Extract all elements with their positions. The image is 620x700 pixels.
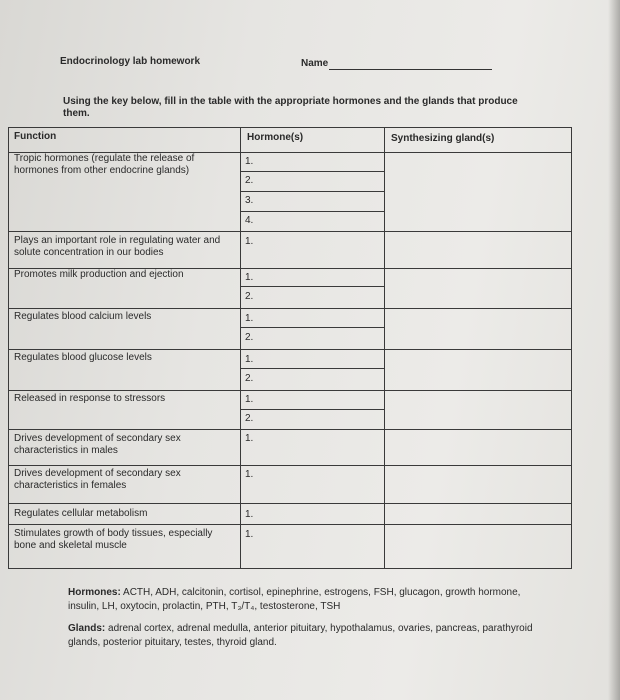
instructions: Using the key below, fill in the table with the appropriate hormones and the glands that produce them. (63, 96, 518, 119)
hormone-number: 1. (245, 272, 254, 283)
glands-key-label: Glands: (68, 623, 106, 634)
function-calcium: Regulates blood calcium levels (14, 311, 152, 322)
hormone-number: 3. (245, 195, 254, 206)
header-function: Function (14, 131, 57, 142)
hormone-number: 1. (245, 529, 254, 540)
row-line (9, 390, 571, 391)
hormone-number: 4. (245, 215, 254, 226)
function-metabolism: Regulates cellular metabolism (14, 508, 148, 519)
sub-row-line (240, 171, 385, 172)
glands-key (68, 622, 538, 650)
row-line (9, 503, 571, 504)
hormone-number: 2. (245, 291, 254, 302)
function-growth: Stimulates growth of body tissues, especially bone and skeletal muscle (14, 528, 213, 551)
hormones-key-list: ACTH, ADH, calcitonin, cortisol, epinephrine, estrogens, FSH, glucagon, growth hormone, insulin, LH, oxytocin, prolactin, PTH, T₃/T₄, testosterone, TSH (68, 587, 521, 612)
hormone-number: 1. (245, 313, 254, 324)
sub-row-line (240, 286, 385, 287)
hormone-number: 1. (245, 469, 254, 480)
function-male-sex: Drives development of secondary sex characteristics in males (14, 433, 181, 456)
function-tropic: Tropic hormones (regulate the release of hormones from other endocrine glands) (14, 153, 195, 176)
hormone-number: 1. (245, 394, 254, 405)
row-line (9, 349, 571, 350)
col-divider-1 (240, 128, 241, 568)
hormone-number: 1. (245, 433, 254, 444)
header-glands: Synthesizing gland(s) (391, 133, 495, 144)
row-line (9, 429, 571, 430)
page-edge-shadow (608, 0, 620, 700)
row-line (9, 308, 571, 309)
sub-row-line (240, 327, 385, 328)
sub-row-line (240, 191, 385, 192)
function-female-sex: Drives development of secondary sex characteristics in females (14, 468, 181, 491)
function-milk: Promotes milk production and ejection (14, 269, 184, 280)
col-divider-2 (384, 128, 385, 568)
hormone-number: 2. (245, 175, 254, 186)
worksheet-title: Endocrinology lab homework (60, 56, 201, 67)
sub-row-line (240, 368, 385, 369)
hormone-number: 2. (245, 413, 254, 424)
hormone-table (8, 127, 572, 569)
row-line (9, 465, 571, 466)
function-glucose: Regulates blood glucose levels (14, 352, 152, 363)
hormone-number: 1. (245, 156, 254, 167)
hormone-number: 1. (245, 354, 254, 365)
name-label: Name (301, 58, 329, 69)
name-blank-line (329, 69, 492, 70)
header-hormones: Hormone(s) (247, 132, 304, 143)
hormones-key (68, 586, 538, 614)
sub-row-line (240, 409, 385, 410)
hormone-number: 2. (245, 373, 254, 384)
glands-key-list: adrenal cortex, adrenal medulla, anterior pituitary, hypothalamus, ovaries, pancreas, parathyroid glands, posterior pituitary, testes, thyroid gland. (68, 623, 533, 648)
hormone-number: 2. (245, 332, 254, 343)
function-water-regulation: Plays an important role in regulating water and solute concentration in our bodies (14, 235, 221, 258)
row-line (9, 231, 571, 232)
row-line (9, 524, 571, 525)
hormone-number: 1. (245, 509, 254, 520)
hormones-key-label: Hormones: (68, 587, 121, 598)
hormone-number: 1. (245, 236, 254, 247)
function-stressors: Released in response to stressors (14, 393, 166, 404)
sub-row-line (240, 211, 385, 212)
